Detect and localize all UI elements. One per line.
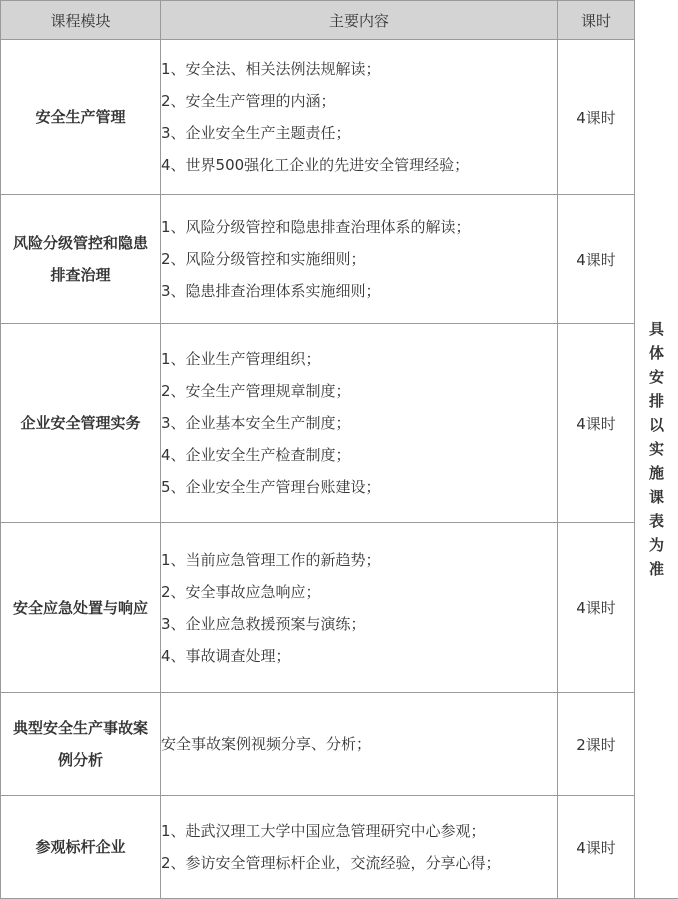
header-hours: 课时 xyxy=(558,1,635,40)
header-row xyxy=(1,1,678,40)
table-row xyxy=(1,324,678,523)
side-note-text: 具 体 安 排 以 实 施 课 表 为 准 xyxy=(648,320,664,579)
module-label: 风险分级管控和隐患排查治理 xyxy=(12,234,148,284)
module-content xyxy=(161,796,558,899)
content-item: 3、企业基本安全生产制度； xyxy=(161,414,351,432)
module-hours: 2课时 xyxy=(558,693,635,796)
content-item: 2、安全生产管理的内涵； xyxy=(161,92,336,110)
content-item: 1、风险分级管控和隐患排查治理体系的解读； xyxy=(161,218,471,236)
content-item: 3、隐患排查治理体系实施细则； xyxy=(161,282,381,300)
content-item: 2、安全事故应急响应； xyxy=(161,582,321,601)
module-hours: 4课时 xyxy=(558,195,635,324)
module-name xyxy=(1,693,161,796)
content-item: 1、当前应急管理工作的新趋势； xyxy=(161,550,381,569)
module-label: 安全生产管理 xyxy=(35,108,126,126)
table-row xyxy=(1,523,678,693)
module-hours: 4课时 xyxy=(558,523,635,693)
content-item: 3、企业应急救援预案与演练； xyxy=(161,614,366,633)
module-label: 典型安全生产事故案例分析 xyxy=(12,719,148,769)
side-note xyxy=(635,1,678,899)
module-hours: 4课时 xyxy=(558,40,635,195)
module-content xyxy=(161,523,558,693)
module-label: 安全应急处置与响应 xyxy=(12,598,148,617)
header-content: 主要内容 xyxy=(161,1,558,40)
module-label: 企业安全管理实务 xyxy=(20,414,141,432)
module-hours: 4课时 xyxy=(558,796,635,899)
content-item: 3、企业安全生产主题责任； xyxy=(161,124,351,142)
table-row xyxy=(1,796,678,899)
table-row xyxy=(1,40,678,195)
module-name xyxy=(1,40,161,195)
table-row xyxy=(1,195,678,324)
content-item: 安全事故案例视频分享、分析； xyxy=(161,735,372,753)
content-item: 1、安全法、相关法例法规解读； xyxy=(161,60,381,78)
content-item: 1、赴武汉理工大学中国应急管理研究中心参观； xyxy=(161,822,486,840)
table-row xyxy=(1,693,678,796)
content-item: 4、世界500强化工企业的先进安全管理经验； xyxy=(161,156,470,174)
content-item: 5、企业安全生产管理台账建设； xyxy=(161,478,381,496)
module-label: 参观标杆企业 xyxy=(35,838,126,856)
module-content xyxy=(161,40,558,195)
content-item: 2、安全生产管理规章制度； xyxy=(161,382,351,400)
module-content xyxy=(161,693,558,796)
module-content xyxy=(161,324,558,523)
module-name xyxy=(1,195,161,324)
module-name xyxy=(1,324,161,523)
module-name xyxy=(1,796,161,899)
content-item: 4、事故调查处理； xyxy=(161,646,291,665)
content-item: 2、参访安全管理标杆企业，交流经验，分享心得； xyxy=(161,854,501,872)
content-item: 1、企业生产管理组织； xyxy=(161,350,321,368)
module-name xyxy=(1,523,161,693)
module-hours: 4课时 xyxy=(558,324,635,523)
header-module: 课程模块 xyxy=(1,1,161,40)
content-item: 4、企业安全生产检查制度； xyxy=(161,446,351,464)
module-content xyxy=(161,195,558,324)
content-item: 2、风险分级管控和实施细则； xyxy=(161,250,366,268)
